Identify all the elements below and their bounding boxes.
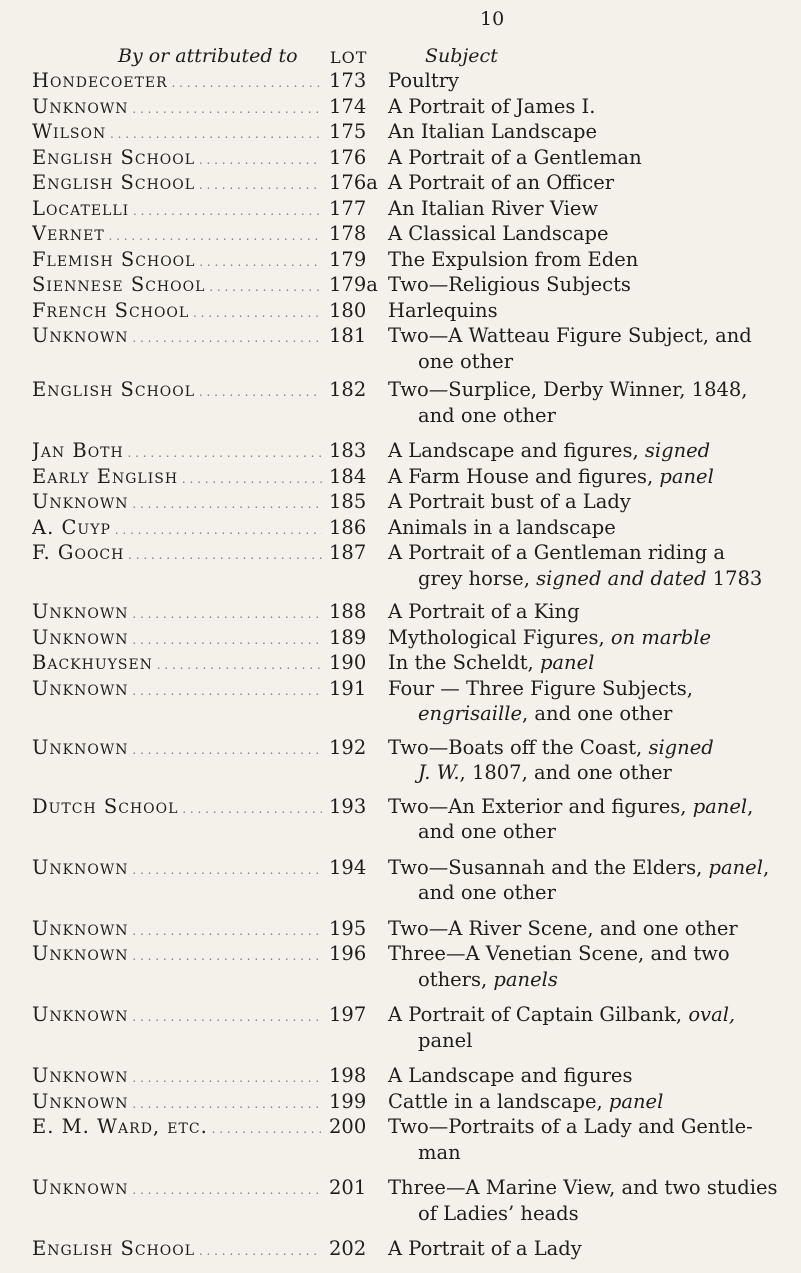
- subject-text: Mythological Figures,: [388, 625, 611, 649]
- subject-text: Two—Religious Subjects: [388, 273, 631, 296]
- lot-number: 185: [329, 490, 367, 513]
- list-item: [0, 94, 801, 120]
- subject-description: [388, 625, 778, 651]
- catalogue-list: [0, 68, 801, 1262]
- subject-description: [388, 599, 778, 625]
- artist-name: English School . . .: [32, 145, 322, 174]
- subject-description: [388, 916, 778, 942]
- lot-number: 187: [329, 541, 367, 564]
- artist-name: Unknown . . .: [32, 735, 322, 764]
- subject-text: Harlequins: [388, 298, 498, 322]
- lot-column-header: LOT: [330, 48, 368, 67]
- lot-number: 179a: [329, 273, 378, 296]
- list-item: [0, 625, 801, 651]
- subject-continuation-line: [388, 566, 778, 592]
- subject-text: Cattle in a landscape,: [388, 1089, 609, 1113]
- artist-name: F. Gooch . . .: [32, 540, 322, 569]
- list-item: [0, 1236, 801, 1262]
- subject-text: Two—Boats off the Coast,: [388, 735, 649, 759]
- subject-text: panel: [418, 1028, 473, 1052]
- artist-name: Unknown . . .: [32, 1089, 322, 1118]
- artist-name: French School . . .: [32, 298, 322, 327]
- subject-description: [388, 1063, 778, 1089]
- artist-name: Unknown . . .: [32, 625, 322, 654]
- list-item: [0, 1175, 801, 1226]
- subject-description: [388, 515, 778, 541]
- list-item: [0, 323, 801, 374]
- lot-number: 181: [329, 324, 367, 347]
- subject-text: A Portrait of an Officer: [388, 171, 615, 194]
- subject-text: The Expulsion from Eden: [388, 247, 639, 271]
- subject-description: [388, 298, 778, 324]
- lot-number: 179: [329, 247, 367, 271]
- list-item: [0, 170, 801, 196]
- subject-text: and one other: [418, 403, 556, 427]
- subject-text: ,: [762, 855, 770, 879]
- subject-text: A Landscape and figures,: [388, 439, 645, 462]
- subject-description: [388, 1175, 778, 1226]
- lot-number: 199: [329, 1089, 367, 1113]
- artist-name: English School . . .: [32, 1236, 322, 1265]
- artist-name: English School . . .: [32, 170, 322, 199]
- subject-description: [388, 1089, 778, 1115]
- subject-text: A Portrait of a Gentleman riding a: [388, 541, 726, 564]
- subject-description: [388, 735, 778, 786]
- list-item: [0, 676, 801, 727]
- subject-description: [388, 489, 778, 515]
- lot-number: 180: [329, 298, 367, 322]
- list-item: [0, 196, 801, 222]
- list-item: [0, 145, 801, 171]
- artist-name: Unknown . . .: [32, 1175, 322, 1204]
- artist-name: Unknown . . .: [32, 676, 322, 705]
- list-item: [0, 464, 801, 490]
- artist-name: Flemish School . . .: [32, 247, 322, 276]
- subject-continuation-line: [388, 1140, 778, 1166]
- artist-name: E. M. Ward, etc. . . .: [32, 1114, 322, 1143]
- artist-name: A. Cuyp . . .: [32, 515, 322, 544]
- list-item: [0, 221, 801, 247]
- subject-text: signed: [644, 439, 711, 462]
- subject-description: [388, 377, 778, 428]
- lot-number: 191: [329, 676, 367, 700]
- list-item: [0, 1089, 801, 1115]
- subject-text: Two—Portraits of a Lady and Gentle-: [388, 1115, 753, 1138]
- subject-text: Poultry: [388, 69, 460, 92]
- artist-name: Unknown . . .: [32, 94, 322, 123]
- artist-name: Early English . . .: [32, 464, 322, 493]
- subject-text: panel: [692, 794, 748, 818]
- list-item: [0, 438, 801, 464]
- subject-description: [388, 119, 778, 145]
- lot-number: 186: [329, 515, 367, 539]
- list-item: [0, 298, 801, 324]
- lot-number: 195: [329, 916, 367, 940]
- subject-text: panel: [659, 464, 714, 488]
- list-item: [0, 119, 801, 145]
- subject-text: A Classical Landscape: [388, 222, 609, 245]
- subject-text: Two—A River Scene, and one other: [388, 916, 738, 940]
- lot-number: 176: [329, 145, 367, 169]
- subject-text: Four — Three Figure Subjects,: [388, 676, 693, 700]
- list-item: [0, 599, 801, 625]
- subject-text: 1783: [706, 566, 763, 590]
- lot-number: 178: [329, 222, 367, 245]
- subject-description: [388, 1236, 778, 1262]
- list-item: [0, 1063, 801, 1089]
- subject-description: [388, 170, 778, 196]
- subject-description: [388, 221, 778, 247]
- artist-name: Unknown . . .: [32, 323, 322, 352]
- subject-text: Three—A Venetian Scene, and two: [388, 942, 730, 965]
- subject-description: [388, 650, 778, 676]
- artist-name: Backhuysen . . .: [32, 650, 322, 679]
- subject-text: Two—An Exterior and figures,: [388, 794, 693, 818]
- subject-text: A Portrait of a King: [388, 600, 580, 623]
- subject-description: [388, 145, 778, 171]
- list-item: [0, 272, 801, 298]
- list-item: [0, 941, 801, 992]
- list-item: [0, 794, 801, 845]
- artist-name: Unknown . . .: [32, 855, 322, 884]
- subject-text: signed: [648, 735, 714, 759]
- lot-number: 182: [329, 378, 367, 401]
- artist-name: English School . . .: [32, 377, 322, 406]
- artist-name: Siennese School . . .: [32, 272, 322, 301]
- subject-continuation-line: [388, 349, 778, 375]
- list-item: [0, 377, 801, 428]
- subject-description: [388, 464, 778, 490]
- subject-text: , and one other: [522, 702, 673, 725]
- list-item: [0, 540, 801, 591]
- list-item: [0, 1114, 801, 1165]
- lot-number: 193: [329, 794, 367, 818]
- subject-text: A Portrait of Captain Gilbank,: [388, 1003, 689, 1026]
- subject-description: [388, 272, 778, 298]
- artist-name: Unknown . . .: [32, 1002, 322, 1031]
- subject-text: Two—Susannah and the Elders,: [388, 855, 709, 879]
- subject-continuation-line: [388, 760, 778, 786]
- subject-description: [388, 94, 778, 120]
- subject-continuation-line: [388, 819, 778, 845]
- subject-description: [388, 1114, 778, 1165]
- lot-number: 175: [329, 120, 367, 143]
- subject-text: A Landscape and figures: [388, 1064, 633, 1087]
- subject-text: , 1807, and one other: [459, 761, 672, 784]
- subject-description: [388, 676, 778, 727]
- lot-number: 197: [329, 1003, 367, 1026]
- subject-description: [388, 196, 778, 222]
- artist-name: Vernet . . .: [32, 221, 322, 250]
- subject-description: [388, 323, 778, 374]
- artist-name: Unknown . . .: [32, 1063, 322, 1092]
- artist-name: Unknown . . .: [32, 599, 322, 628]
- list-item: [0, 489, 801, 515]
- artist-name: Unknown . . .: [32, 916, 322, 945]
- subject-text: signed and dated: [536, 566, 707, 590]
- subject-text: on marble: [610, 625, 712, 649]
- subject-description: [388, 941, 778, 992]
- lot-number: 173: [329, 69, 367, 92]
- lot-number: 184: [329, 464, 367, 488]
- subject-text: panels: [493, 967, 558, 991]
- subject-text: A Portrait of a Lady: [388, 1237, 582, 1260]
- subject-continuation-line: [388, 1201, 778, 1227]
- list-item: [0, 515, 801, 541]
- lot-number: 201: [329, 1176, 367, 1199]
- subject-text: A Farm House and figures,: [388, 464, 660, 488]
- lot-number: 174: [329, 94, 367, 118]
- subject-continuation-line: [388, 1028, 778, 1054]
- subject-continuation-line: [388, 880, 778, 906]
- subject-text: In the Scheldt,: [388, 651, 540, 674]
- list-item: [0, 1002, 801, 1053]
- artist-name: Dutch School . . .: [32, 794, 322, 823]
- subject-text: J. W.: [418, 761, 460, 784]
- artist-name: Unknown . . .: [32, 489, 322, 518]
- lot-number: 202: [329, 1237, 367, 1260]
- subject-continuation-line: [388, 403, 778, 429]
- subject-column-header: Subject: [425, 45, 498, 67]
- list-item: [0, 916, 801, 942]
- list-item: [0, 68, 801, 94]
- subject-text: and one other: [418, 820, 556, 843]
- subject-description: [388, 855, 778, 906]
- lot-number: 189: [329, 625, 367, 649]
- subject-description: [388, 438, 778, 464]
- list-item: [0, 650, 801, 676]
- list-item: [0, 247, 801, 273]
- subject-description: [388, 540, 778, 591]
- lot-number: 198: [329, 1064, 367, 1087]
- subject-continuation-line: [388, 967, 778, 993]
- subject-text: A Portrait of James I.: [388, 94, 596, 118]
- subject-text: A Portrait of a Gentleman: [388, 145, 642, 169]
- subject-text: engrisaille: [418, 702, 523, 725]
- subject-text: grey horse,: [418, 566, 537, 590]
- lot-number: 194: [329, 855, 367, 879]
- subject-description: [388, 247, 778, 273]
- subject-text: ,: [747, 794, 754, 818]
- subject-text: man: [418, 1140, 461, 1164]
- artist-name: Jan Both . . .: [32, 438, 322, 467]
- subject-text: of Ladies’ heads: [418, 1201, 579, 1225]
- subject-text: panel: [608, 1089, 664, 1113]
- lot-number: 176a: [329, 171, 378, 194]
- subject-text: Two—Surplice, Derby Winner, 1848,: [388, 378, 748, 401]
- lot-number: 183: [329, 439, 367, 462]
- subject-text: and one other: [418, 881, 556, 904]
- subject-description: [388, 68, 778, 94]
- lot-number: 190: [329, 651, 367, 674]
- subject-text: Three—A Marine View, and two studies: [388, 1176, 778, 1199]
- list-item: [0, 735, 801, 786]
- lot-number: 192: [329, 735, 367, 759]
- artist-name: Hondecoeter . . .: [32, 68, 322, 97]
- subject-text: Animals in a landscape: [388, 515, 616, 539]
- lot-number: 177: [329, 196, 367, 220]
- lot-number: 196: [329, 942, 367, 965]
- artist-column-header: By or attributed to: [118, 45, 298, 67]
- list-item: [0, 855, 801, 906]
- subject-text: panel: [539, 651, 595, 674]
- subject-description: [388, 794, 778, 845]
- subject-text: An Italian River View: [388, 196, 599, 220]
- subject-text: A Portrait bust of a Lady: [388, 490, 631, 513]
- page-number: 10: [480, 8, 505, 30]
- subject-text: panel: [708, 855, 763, 879]
- lot-number: 188: [329, 600, 367, 623]
- subject-text: An Italian Landscape: [388, 120, 598, 143]
- subject-description: [388, 1002, 778, 1053]
- artist-name: Wilson . . .: [32, 119, 322, 148]
- artist-name: Unknown . . .: [32, 941, 322, 970]
- subject-text: others,: [418, 967, 494, 991]
- subject-continuation-line: [388, 701, 778, 727]
- subject-text: Two—A Watteau Figure Subject, and: [388, 324, 752, 347]
- lot-number: 200: [329, 1115, 367, 1138]
- subject-text: oval,: [688, 1003, 736, 1026]
- subject-text: one other: [418, 349, 514, 373]
- artist-name: Locatelli . . .: [32, 196, 322, 225]
